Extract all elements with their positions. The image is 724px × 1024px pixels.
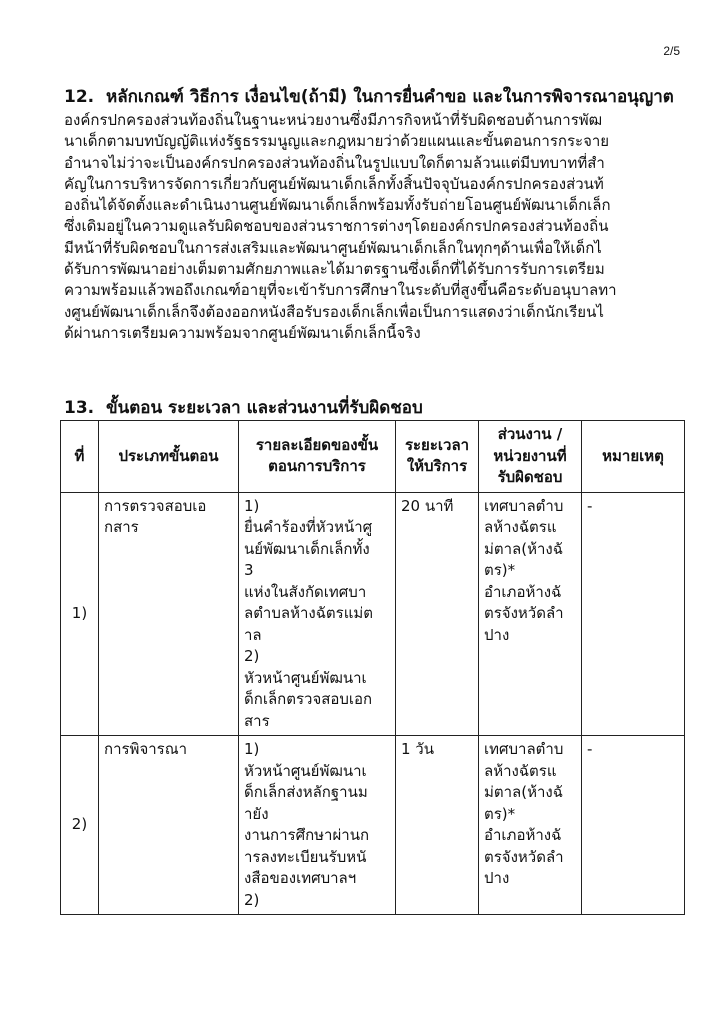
- step-type-line: กสาร: [104, 518, 139, 536]
- agency-line: ปาง: [484, 869, 510, 887]
- detail-line: 3: [244, 561, 254, 579]
- section-12-line: ความพร้อมแล้วพอถึงเกณฑ์อายุที่จะเข้ารับการศึกษาในระดับที่สูงขึ้นคือระดับอนุบาลทา: [64, 281, 617, 300]
- agency-line: อำเภอห้างฉั: [484, 826, 562, 844]
- agency-line: ตรจังหวัดลำ: [484, 604, 564, 622]
- header-agency-line: รับผิดชอบ: [497, 468, 563, 486]
- detail-line: 2): [244, 890, 260, 909]
- header-duration-line: ระยะเวลา: [404, 435, 470, 454]
- header-duration-line: ให้บริการ: [406, 457, 468, 476]
- agency-line: ลห้างฉัตรแ: [484, 518, 557, 536]
- agency-cell: [479, 492, 582, 736]
- header-step-type: ประเภทขั้นตอน: [99, 421, 239, 493]
- detail-line: ายัง: [244, 804, 269, 823]
- table-header-row: [61, 421, 685, 493]
- detail-line: นย์พัฒนาเด็กเล็กทั้ง: [244, 539, 370, 558]
- detail-cell: [239, 736, 396, 915]
- section-12-heading: [64, 86, 684, 108]
- section-12-line: นาเด็กตามบทบัญญัติแห่งรัฐธรรมนูญและกฎหมายว่าด้วยแผนและขั้นตอนการกระจาย: [64, 132, 610, 151]
- detail-line: งสือของเทศบาลฯ: [244, 869, 357, 887]
- step-type-cell: [99, 492, 239, 736]
- detail-line: แห่งในสังกัดเทศบา: [244, 582, 367, 601]
- agency-line: เทศบาลตำบ: [484, 496, 564, 515]
- section-13-heading: [64, 397, 684, 419]
- section-12-line: มีหน้าที่รับผิดชอบในการส่งเสริมและพัฒนาศูนย์พัฒนาเด็กเล็กในทุกๆด้านเพื่อให้เด็กไ: [64, 238, 602, 257]
- table-row: [61, 492, 685, 736]
- table-row: [61, 736, 685, 915]
- header-agency-line: หน่วยงานที่: [493, 446, 567, 465]
- detail-line: ลตำบลห้างฉัตรแม่ต: [244, 604, 374, 622]
- duration-cell: 1 วัน: [396, 736, 479, 915]
- detail-line: สาร: [244, 711, 270, 730]
- agency-line: อำเภอห้างฉั: [484, 582, 562, 601]
- row-number: 1): [61, 492, 99, 736]
- section-13-number: 13.: [64, 398, 95, 418]
- step-type-line: การพิจารณา: [104, 740, 188, 758]
- detail-cell: [239, 492, 396, 736]
- section-12-line: งศูนย์พัฒนาเด็กเล็กจึงต้องออกหนังสือรับรองเด็กเล็กเพื่อเป็นการแสดงว่าเด็กนักเรียนไ: [64, 302, 604, 321]
- detail-line: ด็กเล็กส่งหลักฐานม: [244, 783, 368, 801]
- detail-line: 1): [244, 496, 260, 515]
- detail-line: หัวหน้าศูนย์พัฒนาเ: [244, 761, 367, 780]
- header-detail: [239, 421, 396, 493]
- page-number: 2/5: [663, 44, 680, 58]
- remark-cell: -: [582, 492, 685, 736]
- detail-line: งานการศึกษาผ่านก: [244, 826, 370, 844]
- agency-line: ม่ตาล(ห้างฉั: [484, 783, 563, 801]
- header-agency: [479, 421, 582, 493]
- header-remark: หมายเหตุ: [582, 421, 685, 493]
- detail-line: ยื่นคำร้องที่หัวหน้าศู: [244, 518, 373, 536]
- section-12-number: 12.: [64, 87, 95, 107]
- agency-cell: [479, 736, 582, 915]
- agency-line: ม่ตาล(ห้างฉั: [484, 539, 563, 558]
- detail-line: 2): [244, 647, 260, 665]
- detail-line: หัวหน้าศูนย์พัฒนาเ: [244, 668, 367, 687]
- section-12-line: ด้รับการพัฒนาอย่างเต็มตามศักยภาพและได้มาตรฐานซึ่งเด็กที่ได้รับการรับการเตรียม: [64, 260, 605, 279]
- header-agency-line: ส่วนงาน /: [497, 425, 563, 443]
- section-12-line: อำนาจไม่ว่าจะเป็นองค์กรปกครองส่วนท้องถิ่นในรูปแบบใดก็ตามล้วนแต่มีบทบาทที่สำ: [64, 153, 605, 172]
- step-type-line: การตรวจสอบเอ: [104, 496, 207, 515]
- agency-line: เทศบาลตำบ: [484, 740, 564, 758]
- header-duration: [396, 421, 479, 493]
- agency-line: ปาง: [484, 625, 510, 644]
- detail-line: าล: [244, 625, 262, 644]
- agency-line: ตร)*: [484, 804, 516, 823]
- remark-cell: -: [582, 736, 685, 915]
- header-detail-line: รายละเอียดของขั้น: [255, 435, 379, 454]
- section-12-line: คัญในการบริหารจัดการเกี่ยวกับศูนย์พัฒนาเด็กเล็กทั้งสิ้นปัจจุบันองค์กรปกครองส่วนท้: [64, 174, 604, 193]
- section-12-body: [64, 110, 684, 344]
- step-type-cell: [99, 736, 239, 915]
- detail-line: 1): [244, 740, 260, 758]
- section-12-line: องค์กรปกครองส่วนท้องถิ่นในฐานะหน่วยงานซึ่งมีภารกิจหน้าที่รับผิดชอบด้านการพัฒ: [64, 111, 603, 129]
- header-no: ที่: [61, 421, 99, 493]
- section-12-title: หลักเกณฑ์ วิธีการ เงื่อนไข(ถ้ามี) ในการยื่นคำขอ และในการพิจารณาอนุญาต: [106, 87, 674, 107]
- section-12-line: ซึ่งเดิมอยู่ในความดูแลรับผิดชอบของส่วนราชการต่างๆโดยองค์กรปกครองส่วนท้องถิ่น: [64, 217, 609, 236]
- detail-line: ด็กเล็กตรวจสอบเอก: [244, 690, 373, 708]
- duration-cell: 20 นาที: [396, 492, 479, 736]
- header-detail-line: ตอนการบริการ: [268, 457, 366, 476]
- process-steps-table: [60, 420, 685, 915]
- section-12-line: องถิ่นได้จัดตั้งและดำเนินงานศูนย์พัฒนาเด็กเล็กพร้อมทั้งรับถ่ายโอนศูนย์พัฒนาเด็กเล็ก: [64, 196, 611, 215]
- agency-line: ตร)*: [484, 561, 516, 579]
- section-12-line: ด้ผ่านการเตรียมความพร้อมจากศูนย์พัฒนาเด็กเล็กนี้จริง: [64, 323, 421, 342]
- agency-line: ลห้างฉัตรแ: [484, 761, 557, 780]
- agency-line: ตรจังหวัดลำ: [484, 847, 564, 866]
- detail-line: ารลงทะเบียนรับหนั: [244, 847, 367, 866]
- row-number: 2): [61, 736, 99, 915]
- section-13-title: ขั้นตอน ระยะเวลา และส่วนงานที่รับผิดชอบ: [106, 398, 423, 418]
